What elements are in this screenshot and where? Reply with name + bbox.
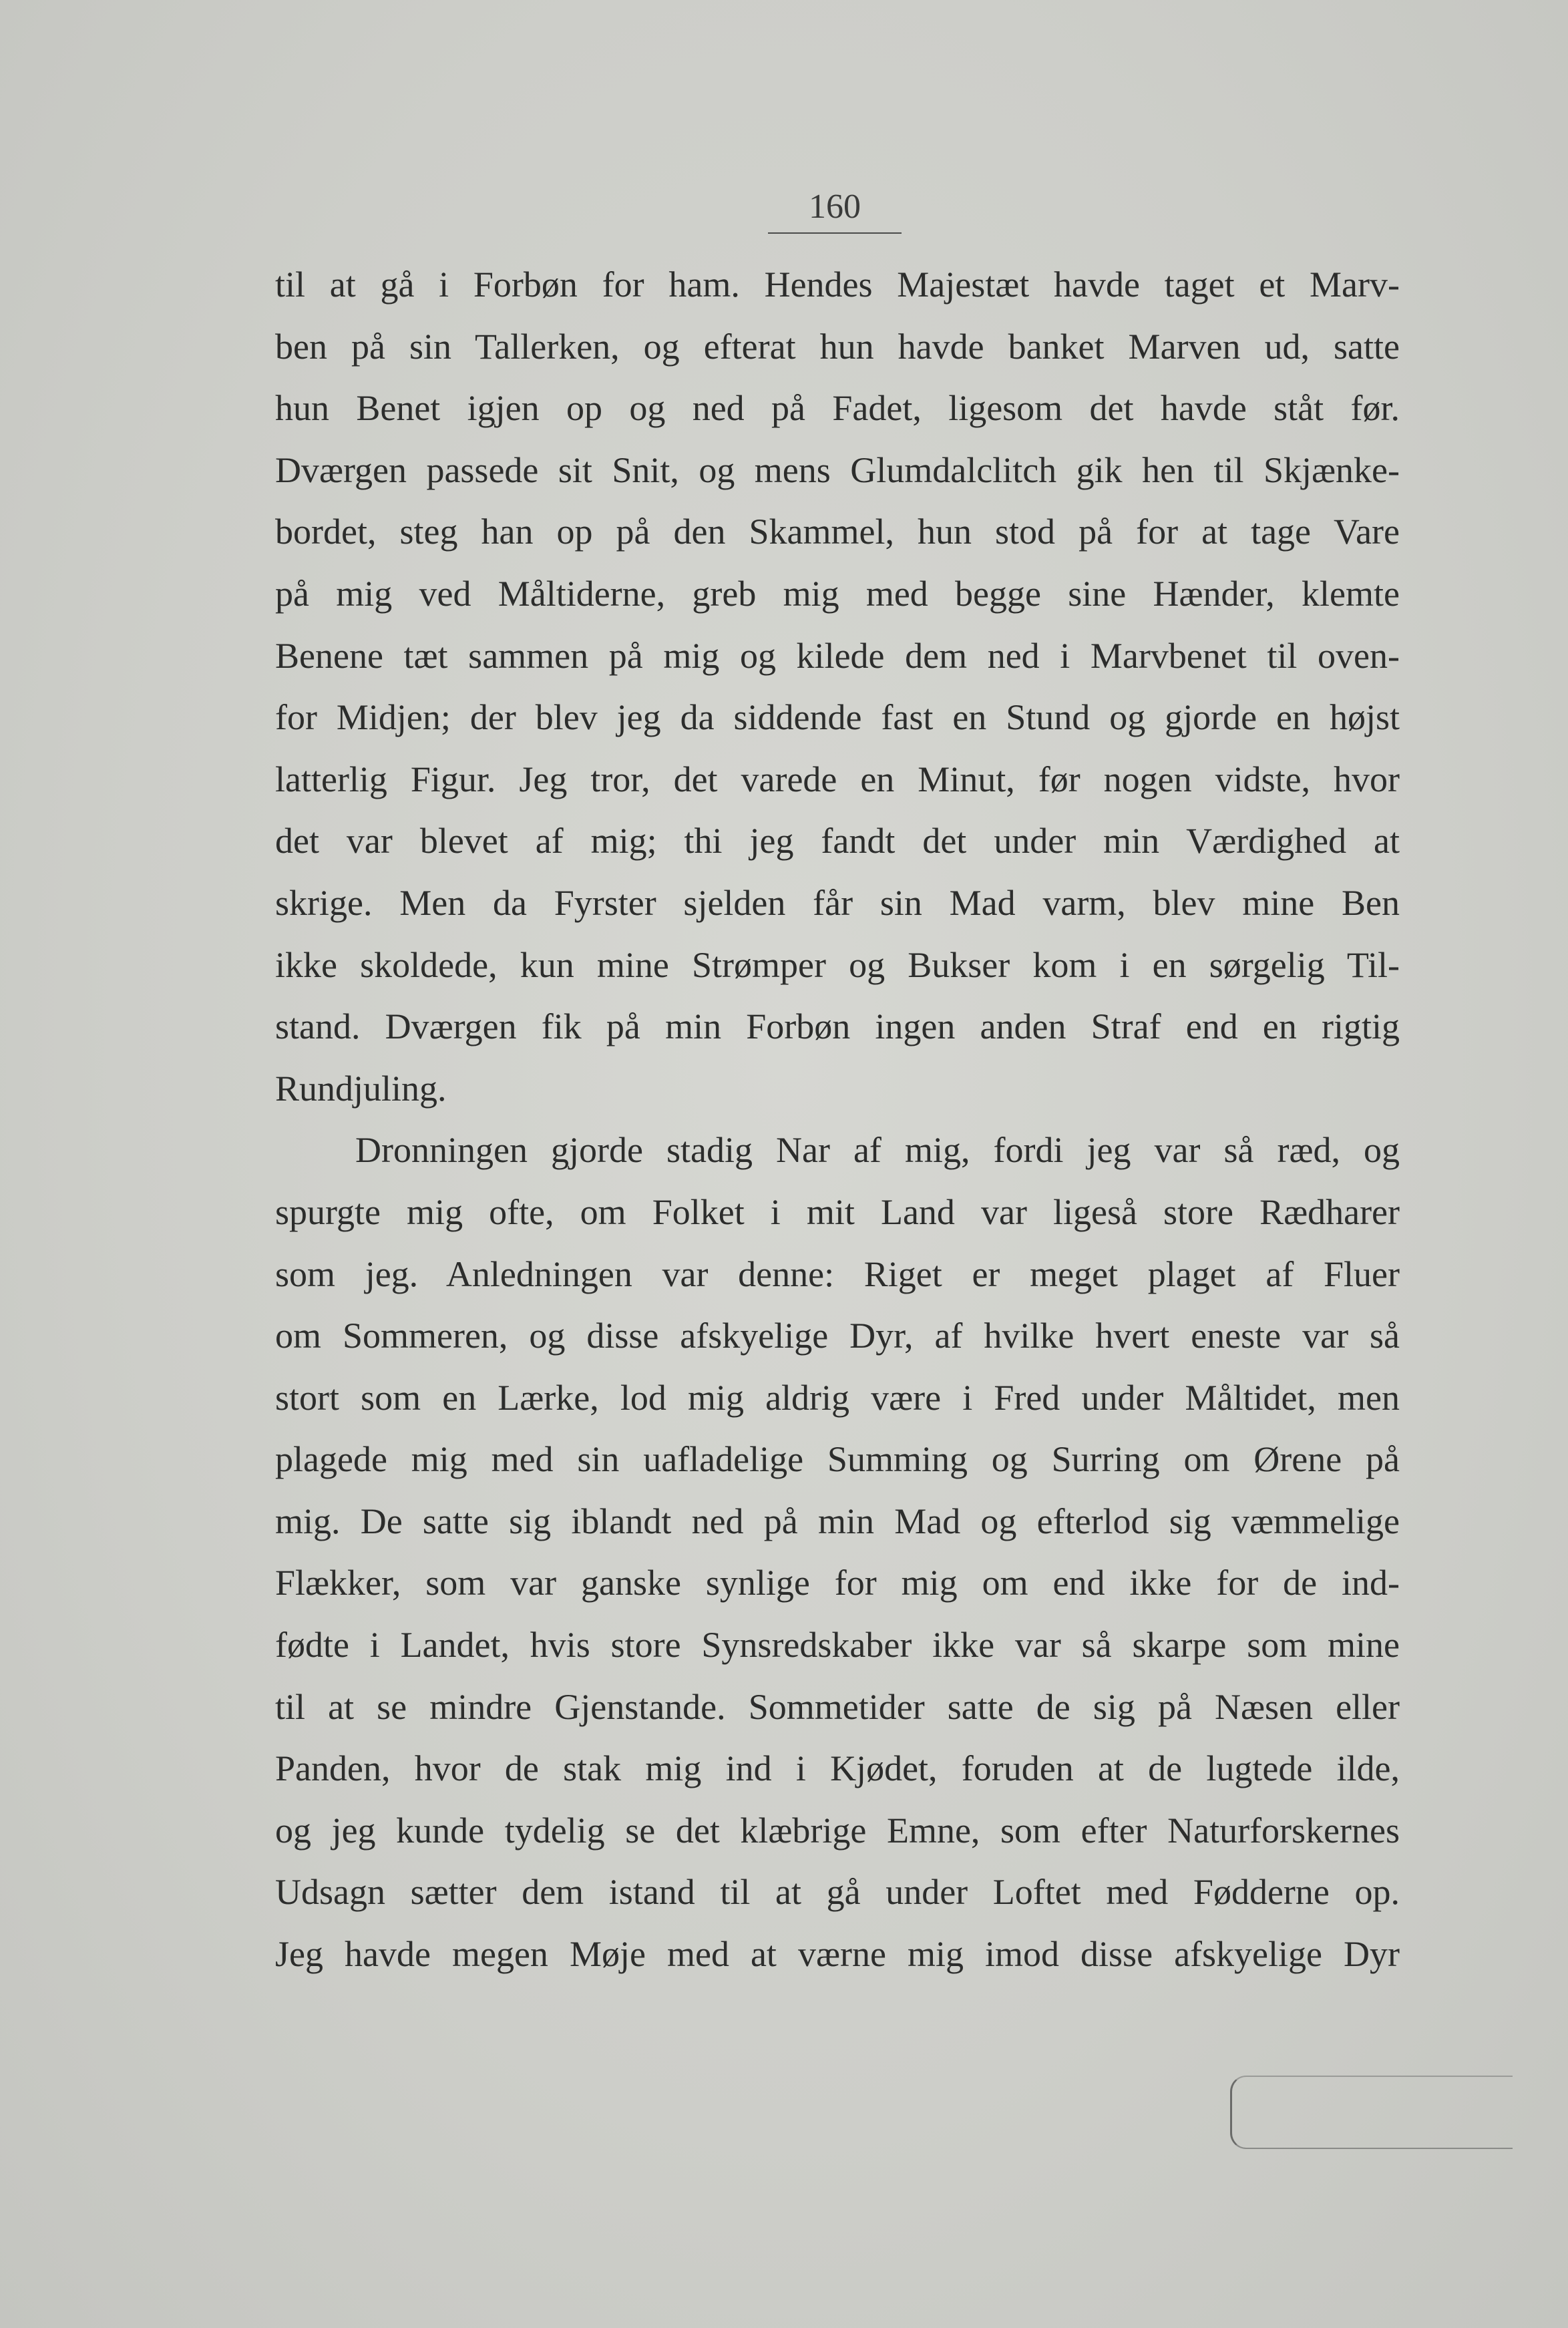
text-line: stort som en Lærke, lod mig aldrig være i Fred under Måltidet, men bbox=[275, 1377, 1400, 1418]
text-line: mig. De satte sig iblandt ned på min Mad og efterlod sig væmmelige bbox=[275, 1501, 1400, 1541]
text-line: spurgte mig ofte, om Folket i mit Land var ligeså store Rædharer bbox=[275, 1191, 1400, 1232]
paragraph-1 bbox=[275, 254, 1400, 1119]
page-number: 160 bbox=[809, 188, 861, 226]
text-line: for Midjen; der blev jeg da siddende fast en Stund og gjorde en højst bbox=[275, 697, 1400, 738]
text-line: på mig ved Måltiderne, greb mig med begge sine Hænder, klemte bbox=[275, 573, 1400, 614]
text-line: hun Benet igjen op og ned på Fadet, ligesom det havde ståt før. bbox=[275, 388, 1400, 429]
text-line: stand. Dværgen fik på min Forbøn ingen anden Straf end en rigtig bbox=[275, 1006, 1400, 1047]
text-line: Dronningen gjorde stadig Nar af mig, fordi jeg var så ræd, og bbox=[355, 1130, 1400, 1171]
text-line: ikke skoldede, kun mine Strømper og Bukser kom i en sørgelig Til- bbox=[275, 944, 1400, 985]
text-line: latterlig Figur. Jeg tror, det varede en Minut, før nogen vidste, hvor bbox=[275, 759, 1400, 799]
text-line: plagede mig med sin uafladelige Summing og Surring om Ørene på bbox=[275, 1439, 1400, 1480]
text-line: det var blevet af mig; thi jeg fandt det under min Værdighed at bbox=[275, 821, 1400, 861]
text-line: til at gå i Forbøn for ham. Hendes Majestæt havde taget et Marv- bbox=[275, 264, 1400, 305]
scan-corner-mark bbox=[1230, 2076, 1513, 2149]
text-line: Jeg havde megen Møje med at værne mig imod disse afskyelige Dyr bbox=[275, 1934, 1400, 1975]
text-line: Benene tæt sammen på mig og kilede dem ned i Marvbenet til oven- bbox=[275, 635, 1400, 676]
text-line: Rundjuling. bbox=[275, 1068, 447, 1109]
page-number-rule bbox=[768, 232, 902, 234]
body-text bbox=[275, 254, 1400, 1985]
text-line: ben på sin Tallerken, og efterat hun havde banket Marven ud, satte bbox=[275, 326, 1400, 367]
paragraph-2 bbox=[275, 1119, 1400, 1985]
text-line: Panden, hvor de stak mig ind i Kjødet, foruden at de lugtede ilde, bbox=[275, 1748, 1400, 1789]
text-line: fødte i Landet, hvis store Synsredskaber ikke var så skarpe som mine bbox=[275, 1625, 1400, 1666]
text-line: Flækker, som var ganske synlige for mig om end ikke for de ind- bbox=[275, 1563, 1400, 1603]
text-line: Udsagn sætter dem istand til at gå under Loftet med Fødderne op. bbox=[275, 1872, 1400, 1913]
text-line: bordet, steg han op på den Skammel, hun stod på for at tage Vare bbox=[275, 512, 1400, 552]
text-line: til at se mindre Gjenstande. Sommetider satte de sig på Næsen eller bbox=[275, 1686, 1400, 1727]
text-line: og jeg kunde tydelig se det klæbrige Emne, som efter Naturforskernes bbox=[275, 1810, 1400, 1851]
text-line: Dværgen passede sit Snit, og mens Glumdalclitch gik hen til Skjænke- bbox=[275, 449, 1400, 490]
text-line: skrige. Men da Fyrster sjelden får sin Mad varm, blev mine Ben bbox=[275, 882, 1400, 923]
text-line: om Sommeren, og disse afskyelige Dyr, af hvilke hvert eneste var så bbox=[275, 1316, 1400, 1356]
text-line: som jeg. Anledningen var denne: Riget er meget plaget af Fluer bbox=[275, 1253, 1400, 1294]
